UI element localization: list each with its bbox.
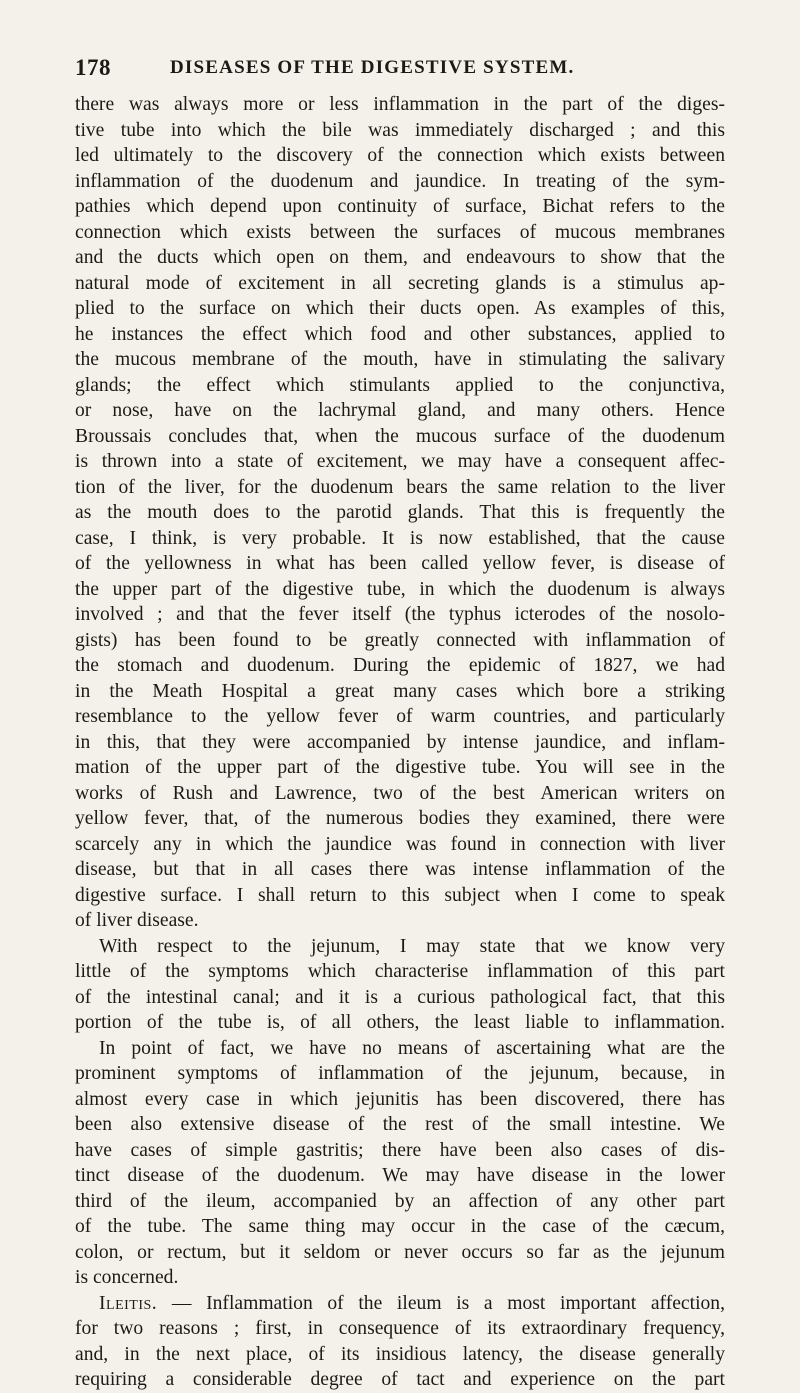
text-line: for two reasons ; first, in consequence of its extraordinary frequency, xyxy=(75,1318,725,1339)
text-line: in the Meath Hospital a great many cases which bore a striking xyxy=(75,680,725,702)
text-line: is concerned. xyxy=(75,1267,179,1288)
ileitis-paragraph-start xyxy=(75,1291,725,1317)
text-line: pathies which depend upon continuity of surface, Bichat refers to the xyxy=(75,196,725,217)
text-line: the upper part of the digestive tube, in which the duodenum is always xyxy=(75,578,725,600)
text-line: of the intestinal canal; and it is a curious pathological fact, that this xyxy=(75,986,725,1008)
text-line: been also extensive disease of the rest of the small intestine. We xyxy=(75,1114,725,1135)
text-line: led ultimately to the discovery of the connection which exists between xyxy=(75,145,725,166)
text-line: scarcely any in which the jaundice was found in connection with liver xyxy=(75,833,725,855)
text-line: is thrown into a state of excitement, we may have a consequent affec- xyxy=(75,451,725,472)
text-line: as the mouth does to the parotid glands. That this is frequently the xyxy=(75,502,725,523)
text-line: plied to the surface on which their ducts open. As examples of this, xyxy=(75,298,725,319)
text-line: requiring a considerable degree of tact and experience on the part xyxy=(75,1369,725,1390)
text-line: prominent symptoms of inflammation of the jejunum, because, in xyxy=(75,1063,725,1084)
text-line: Broussais concludes that, when the mucous surface of the duodenum xyxy=(75,425,725,447)
text-line: tion of the liver, for the duodenum bears the same relation to the liver xyxy=(75,476,725,498)
text-line: third of the ileum, accompanied by an affection of any other part xyxy=(75,1190,725,1212)
text-line: natural mode of excitement in all secreting glands is a stimulus ap- xyxy=(75,272,725,294)
text-fragment: Inflammation of the ileum is a most important affection, xyxy=(206,1292,726,1314)
text-line: gists) has been found to be greatly connected with inflammation of xyxy=(75,629,725,651)
body-text xyxy=(75,92,725,1393)
text-line: tinct disease of the duodenum. We may have disease in the lower xyxy=(75,1165,725,1186)
text-line: little of the symptoms which characterise inflammation of this part xyxy=(75,961,725,982)
text-line: have cases of simple gastritis; there have been also cases of dis- xyxy=(75,1139,725,1161)
text-line: almost every case in which jejunitis has been discovered, there has xyxy=(75,1088,725,1110)
text-line: colon, or rectum, but it seldom or never occurs so far as the jejunum xyxy=(75,1241,725,1263)
text-line: there was always more or less inflammation in the part of the diges- xyxy=(75,94,725,115)
text-line: mation of the upper part of the digestive tube. You will see in the xyxy=(75,757,725,778)
ileitis-heading: Ileitis. xyxy=(99,1292,158,1314)
text-line: works of Rush and Lawrence, two of the best American writers on xyxy=(75,782,725,804)
text-line: yellow fever, that, of the numerous bodies they examined, there were xyxy=(75,808,725,829)
text-line: or nose, have on the lachrymal gland, and many others. Hence xyxy=(75,400,725,421)
text-line: With respect to the jejunum, I may state that we know very xyxy=(99,935,725,957)
text-line: portion of the tube is, of all others, the least liable to inflammation. xyxy=(75,1012,725,1033)
text-line: the stomach and duodenum. During the epidemic of 1827, we had xyxy=(75,655,725,676)
text-line: the mucous membrane of the mouth, have in stimulating the salivary xyxy=(75,349,725,370)
page-number: 178 xyxy=(75,55,111,80)
running-head xyxy=(75,55,725,81)
text-line: inflammation of the duodenum and jaundice. In treating of the sym- xyxy=(75,170,725,192)
text-line: in this, that they were accompanied by intense jaundice, and inflam- xyxy=(75,731,725,753)
text-line: of the yellowness in what has been called yellow fever, is disease of xyxy=(75,553,725,574)
em-dash: — xyxy=(157,1292,207,1314)
text-line: resemblance to the yellow fever of warm countries, and particularly xyxy=(75,706,725,727)
text-line: and, in the next place, of its insidious latency, the disease generally xyxy=(75,1343,725,1365)
text-line: and the ducts which open on them, and endeavours to show that the xyxy=(75,247,725,268)
text-line: of liver disease. xyxy=(75,910,199,931)
text-line: digestive surface. I shall return to this subject when I come to speak xyxy=(75,884,725,906)
text-line: In point of fact, we have no means of ascertaining what are the xyxy=(99,1037,725,1059)
text-line: glands; the effect which stimulants applied to the conjunctiva, xyxy=(75,374,725,396)
text-line: he instances the effect which food and other substances, applied to xyxy=(75,323,725,345)
running-title: DISEASES OF THE DIGESTIVE SYSTEM. xyxy=(170,57,575,78)
text-line: disease, but that in all cases there was intense inflammation of the xyxy=(75,859,725,880)
text-line: connection which exists between the surfaces of mucous membranes xyxy=(75,221,725,243)
text-line: tive tube into which the bile was immediately discharged ; and this xyxy=(75,119,725,141)
text-line: involved ; and that the fever itself (the typhus icterodes of the nosolo- xyxy=(75,604,725,625)
text-line: case, I think, is very probable. It is now established, that the cause xyxy=(75,527,725,549)
text-line: of the tube. The same thing may occur in the case of the cæcum, xyxy=(75,1216,725,1237)
